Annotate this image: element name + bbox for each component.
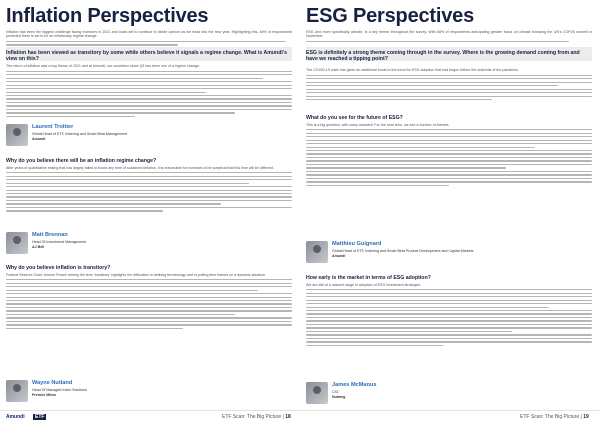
page-title: ESG Perspectives — [306, 5, 475, 27]
intro-section — [6, 30, 292, 48]
page-number: 19 — [583, 414, 589, 420]
profile-role: CIO — [332, 390, 339, 394]
answer-1 — [306, 68, 592, 102]
question-2-heading: What do you see for the future of ESG? — [306, 114, 403, 121]
intro-paragraph: ESG and more specifically climate, is a key theme throughout the survey. With 68% of respondents anticipating greater focus on climate following the UN's COP26 summit in November. — [306, 30, 592, 39]
answer-2-text-lines — [6, 172, 292, 212]
answer-2-lead: This is a big question, with many answers! For the near term, we see a number of themes. — [306, 122, 450, 127]
profile-name: Laurent Trottier — [32, 124, 74, 130]
profile-wayne-nutland — [6, 380, 292, 406]
answer-3-lead: We are still at a nascent stage in adoption of ESG investment strategies. — [306, 282, 422, 287]
page-number: 18 — [285, 414, 291, 420]
profile-matt-brennan — [6, 232, 292, 258]
footer-title: ETF Scan: The Big Picture — [222, 414, 282, 420]
answer-1-lead: The return of inflation was a key theme of 2021 and at Amundi, our conviction since Q3 has been one of a regime change. — [6, 64, 200, 68]
profile-name: Matt Brennan — [32, 232, 68, 238]
avatar — [6, 232, 28, 254]
intro-section — [306, 30, 592, 44]
profile-org: Premier Miton — [32, 393, 56, 397]
answer-1-lead: The COVID-19 crisis has given an additional boost to the trend for ESG adoption that had begun before the outbreak of the pandemic. — [306, 68, 519, 72]
profile-role: Head Of Investment Management — [32, 240, 86, 244]
profile-org: Amundi — [332, 254, 346, 258]
answer-2-lead: After years of quantitative easing that has largely failed to boost any form of sustained inflation, it is reasonable for investors to be sceptical that this time will be different. — [6, 165, 274, 170]
question-2 — [6, 155, 292, 214]
answer-1-text-lines — [306, 75, 592, 101]
amundi-logo: Amundi — [6, 414, 25, 420]
question-3-heading: How early is the market in terms of ESG adoption? — [306, 274, 431, 281]
profile-james-mcmanus — [306, 382, 592, 406]
profile-name: James McManus — [332, 382, 377, 388]
avatar — [306, 241, 328, 263]
intro-text-lines — [6, 41, 292, 46]
question-1 — [306, 47, 592, 64]
question-3-heading: Why do you believe inflation is transitory? — [6, 264, 111, 271]
answer-1 — [6, 64, 292, 119]
footer — [300, 410, 600, 424]
page-title: Inflation Perspectives — [6, 5, 209, 27]
answer-2-text-lines — [306, 129, 592, 186]
avatar — [306, 382, 328, 404]
footer-title: ETF Scan: The Big Picture — [520, 414, 580, 420]
profile-role: Global Head of ETF, Indexing and Smart Beta Product Development and Capital Markets — [332, 249, 474, 253]
question-1-heading: Inflation has been viewed as transitory by some while others believe it signals a regime change. What is Amundi's view on this? — [6, 49, 287, 62]
question-1-heading: ESG is definitely a strong theme coming through in the survey. Where is the growing demand coming from and have we reached a tipping point? — [306, 49, 580, 62]
question-1 — [6, 47, 292, 64]
answer-3-text-lines — [306, 289, 592, 346]
footer-caption: ETF Scan: The Big Picture | 19 — [520, 414, 589, 420]
question-3 — [306, 272, 592, 348]
right-page — [300, 0, 600, 424]
footer — [0, 410, 300, 424]
profile-name: Wayne Nutland — [32, 380, 73, 386]
profile-laurent-trottier — [6, 124, 292, 150]
footer-caption: ETF Scan: The Big Picture | 18 — [222, 414, 291, 420]
intro-paragraph: Inflation has been the biggest challenge facing investors in 2021 and looks set to continue to divide opinion as we head into the new year. Highlighting this, 48% of respondents predicted there is set to be an inflationary regime change. — [6, 30, 292, 39]
profile-org: Nutmeg — [332, 395, 346, 399]
question-2-heading: Why do you believe there will be an inflation regime change? — [6, 157, 157, 164]
question-3 — [6, 262, 292, 331]
answer-3-lead: Federal Reserve Chair Jerome Powell retiring the term 'transitory' highlights the difficulties in defining terminology and in putting time frames on a dynamic situation. — [6, 272, 266, 277]
answer-3-text-lines — [6, 279, 292, 329]
answer-1-text-lines — [6, 71, 292, 118]
profile-name: Matthieu Guignard — [332, 241, 382, 247]
avatar — [6, 124, 28, 146]
question-2 — [306, 112, 592, 188]
profile-org: AJ Bell — [32, 245, 45, 249]
profile-matthieu-guignard — [306, 241, 592, 267]
intro-text-lines — [306, 41, 592, 42]
etf-logo: ETF — [35, 414, 45, 420]
profile-role: Head Of Managed Index Solutions — [32, 388, 87, 392]
profile-role: Global Head of ETF, Indexing and Smart Beta Management — [32, 132, 127, 136]
avatar — [6, 380, 28, 402]
profile-org: Amundi — [32, 137, 46, 141]
